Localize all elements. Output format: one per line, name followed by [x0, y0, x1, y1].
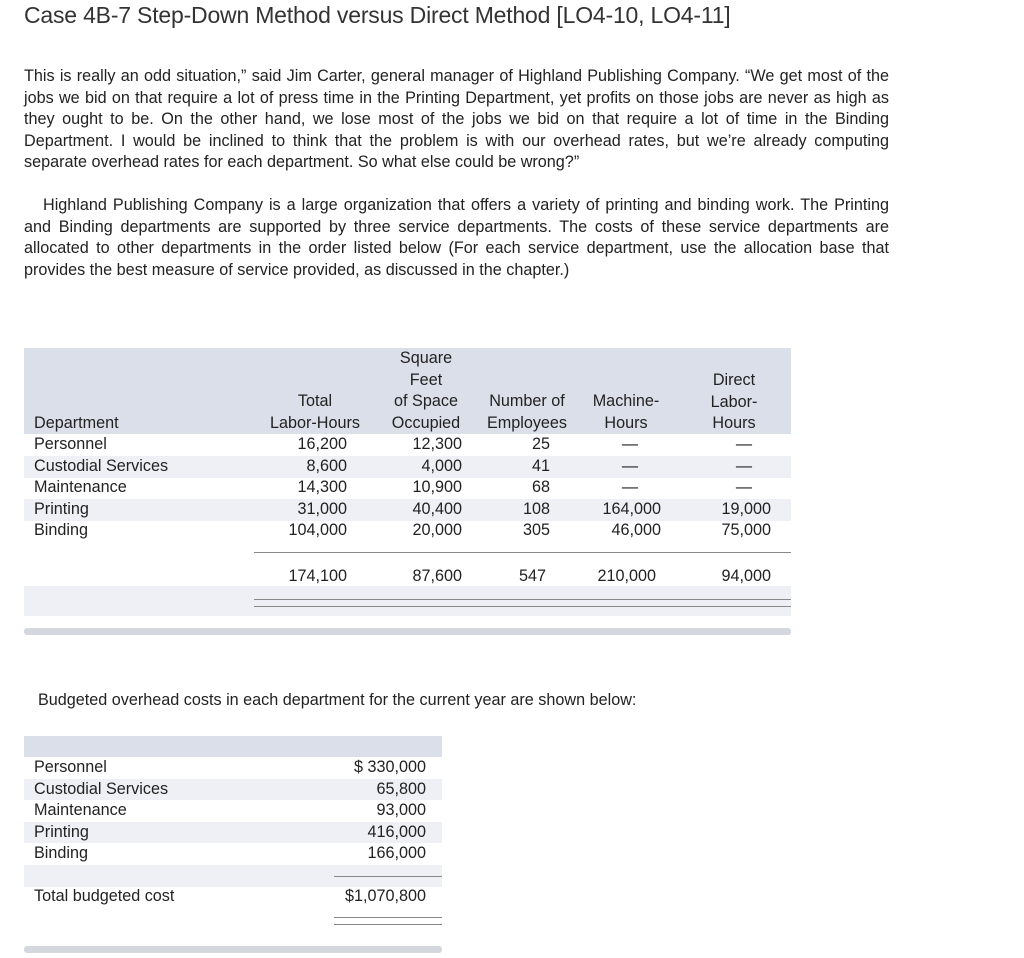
row-square-feet: 4,000 — [421, 457, 462, 475]
total-labor-hours: 174,100 — [288, 567, 347, 585]
total-employees: 547 — [518, 567, 546, 585]
row-labor-hours: 14,300 — [297, 478, 347, 496]
overhead-row-dept: Personnel — [34, 758, 107, 776]
row-direct-labor: — — [735, 457, 753, 475]
total-square-feet: 87,600 — [412, 567, 462, 585]
header-employees: Number of Employees — [486, 392, 568, 432]
total-double-rule-bottom — [254, 606, 791, 607]
row-labor-hours: 8,600 — [306, 457, 347, 475]
overhead-double-rule-top — [334, 917, 442, 918]
header-labor-hours: Total Labor-Hours — [270, 392, 360, 432]
department-statistics-table — [24, 348, 791, 638]
overhead-row-dept: Maintenance — [34, 801, 127, 819]
header-department: Department — [34, 414, 119, 432]
row-machine-hours: — — [621, 457, 639, 475]
header-direct-labor-hours: Direct Labor- Hours — [710, 371, 758, 433]
row-employees: 25 — [531, 435, 550, 453]
total-direct-labor: 94,000 — [721, 567, 771, 585]
overhead-subtotal-rule — [334, 876, 442, 877]
row-square-feet: 40,400 — [412, 500, 462, 518]
row-direct-labor: 19,000 — [721, 500, 771, 518]
intro-paragraph: This is really an odd situation,” said Jim Carter, general manager of Highland Publishing Company. “We get most of the jobs we bid on that require a lot of press time in the Printing Department, yet profits on those jobs are never as high as they ought to be. On the other hand, we lose most of the jobs we bid on that require a lot of time in the Binding Department. I would be inclined to think that the problem is with our overhead rates, but we’re already computing separate overhead rates for each department. So what else could be wrong?” — [24, 67, 889, 172]
row-employees: 68 — [531, 478, 550, 496]
overhead-row-dept: Printing — [34, 823, 89, 841]
overhead-scrollbar[interactable] — [24, 946, 442, 953]
row-direct-labor: — — [735, 435, 753, 453]
table-scrollbar[interactable] — [24, 628, 791, 635]
row-employees: 41 — [531, 457, 550, 475]
page-title: Case 4B-7 Step-Down Method versus Direct Method [LO4-10, LO4-11] — [24, 2, 731, 28]
row-dept: Personnel — [34, 435, 107, 453]
row-direct-labor: — — [735, 478, 753, 496]
row-square-feet: 20,000 — [412, 521, 462, 539]
row-dept: Maintenance — [34, 478, 127, 496]
row-employees: 108 — [522, 500, 550, 518]
overhead-row-cost: 416,000 — [367, 823, 426, 841]
row-dept: Binding — [34, 521, 89, 539]
row-machine-hours: — — [621, 435, 639, 453]
overhead-total-label: Total budgeted cost — [34, 887, 175, 905]
overhead-row-dept: Binding — [34, 844, 89, 862]
row-square-feet: 10,900 — [412, 478, 462, 496]
row-machine-hours: 46,000 — [611, 521, 661, 539]
overhead-total-value: $1,070,800 — [344, 887, 426, 905]
budgeted-overhead-table — [24, 736, 442, 956]
header-machine-hours: Machine- Hours — [592, 392, 660, 432]
row-dept: Custodial Services — [34, 457, 169, 475]
overhead-row-cost: 93,000 — [376, 801, 426, 819]
row-machine-hours: 164,000 — [602, 500, 661, 518]
overhead-row-dept: Custodial Services — [34, 780, 169, 798]
row-labor-hours: 104,000 — [288, 521, 347, 539]
row-dept: Printing — [34, 500, 89, 518]
overhead-double-rule-bottom — [334, 924, 442, 925]
overhead-row-cost: 65,800 — [376, 780, 426, 798]
overhead-row-cost: 166,000 — [367, 844, 426, 862]
overhead-row-cost: $ 330,000 — [353, 758, 426, 776]
overhead-header-band — [24, 736, 442, 757]
total-double-rule-top — [254, 599, 791, 600]
row-employees: 305 — [522, 521, 550, 539]
row-direct-labor: 75,000 — [721, 521, 771, 539]
total-machine-hours: 210,000 — [597, 567, 656, 585]
overhead-intro: Budgeted overhead costs in each department for the current year are shown below: — [38, 691, 637, 709]
header-square-feet: Square Feet of Space Occupied — [391, 349, 461, 432]
row-labor-hours: 16,200 — [297, 435, 347, 453]
row-machine-hours: — — [621, 478, 639, 496]
row-labor-hours: 31,000 — [297, 500, 347, 518]
row-square-feet: 12,300 — [412, 435, 462, 453]
subtotal-rule — [254, 552, 791, 553]
context-paragraph: Highland Publishing Company is a large organization that offers a variety of printing and binding work. The Printing and Binding departments are supported by three service departments. The costs of these service departments are allocated to other departments in the order listed below (For each service department, use the allocation base that provides the best measure of service provided, as discussed in the chapter.) — [24, 196, 889, 279]
